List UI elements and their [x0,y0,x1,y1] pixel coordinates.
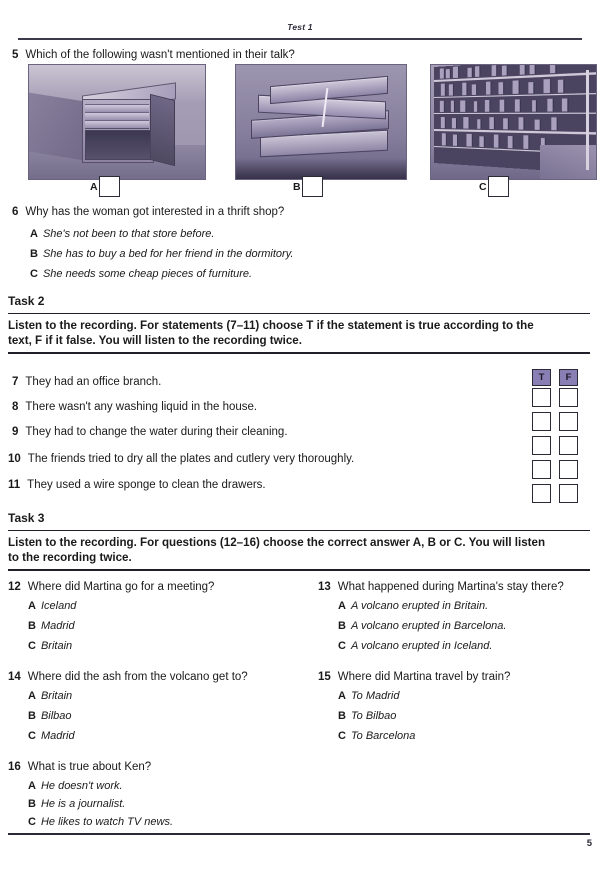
photo-book-spine [518,117,525,130]
true-false-row-10[interactable] [532,460,578,479]
photo-book-spine [473,85,478,95]
photo-chest-of-drawers [29,65,205,179]
photo-cabinet-cavity [85,130,150,161]
photo-book-spine [462,83,468,95]
question-6-option-b[interactable] [30,248,293,261]
photo-shelf [434,113,597,115]
photo-book-spine [480,137,485,147]
task-3-title: Task 3 [8,511,45,525]
question-12-prompt [8,580,214,594]
photo-book-spine [441,84,446,96]
question-5-answer-c[interactable] [479,176,509,197]
task-2-instruction-line-2: text, F if it false. You will listen to the recording twice. [8,334,302,347]
option-letter: C [28,816,36,828]
true-checkbox[interactable] [532,436,551,455]
question-5-answer-b[interactable] [293,176,323,197]
statement-number: 9 [12,426,19,438]
answer-checkbox-b[interactable] [302,176,323,197]
question-12-option-c[interactable] [28,640,72,653]
option-letter: C [338,640,346,652]
question-6-prompt [12,205,284,219]
question-15-option-a[interactable] [338,690,399,703]
option-letter: B [28,620,36,632]
option-text: Britain [40,690,73,702]
photo-book-spine [454,135,459,146]
photo-shelf [434,93,597,99]
option-letter: A [30,228,38,240]
statement-7 [12,375,161,389]
option-text: To Bilbao [350,710,397,722]
photo-book-spine [494,135,500,148]
running-head: Test 1 [287,22,313,32]
option-text: To Barcelona [350,730,416,742]
photo-book-spine [476,66,482,77]
footer-rule [8,833,590,835]
photo-book-spine [486,82,492,95]
true-false-row-7[interactable] [532,388,578,407]
question-text: Where did Martina go for a meeting? [27,581,215,593]
question-15-option-c[interactable] [338,730,415,743]
question-number: 13 [318,581,331,593]
true-false-row-9[interactable] [532,436,578,455]
photo-stack-of-books [236,65,406,179]
true-column-header: T [532,369,551,386]
photo-book-spine [520,64,526,75]
page-number: 5 [586,838,592,849]
option-letter: B [338,710,346,722]
statement-8 [12,400,257,414]
option-letter: C [28,730,36,742]
task-2-rule-top [8,313,590,314]
question-5-answer-a[interactable] [90,176,120,197]
question-number: 12 [8,581,21,593]
question-number: 16 [8,761,21,773]
photo-book-spine [548,98,555,111]
photo-book-spine [508,136,514,148]
true-false-header [532,369,578,386]
option-letter: B [30,248,38,260]
option-text: She's not been to that store before. [42,228,215,240]
question-5-image-a [28,64,206,180]
photo-book-spine [492,65,498,77]
task-3-instruction [8,535,592,565]
option-letter: A [28,780,36,792]
question-14-option-b[interactable] [28,710,72,723]
question-16-option-b[interactable] [28,798,125,811]
option-text: Britain [40,640,73,652]
photo-book-spine [502,66,508,77]
answer-checkbox-a[interactable] [99,176,120,197]
question-text: What is true about Ken? [27,761,152,773]
photo-book-spine [474,102,479,112]
photo-book-spine [467,134,473,146]
question-6-text: Why has the woman got interested in a thrift shop? [25,206,285,218]
header-rule [18,38,582,40]
true-checkbox[interactable] [532,484,551,503]
option-text: Madrid [40,730,75,742]
statement-number: 8 [12,401,19,413]
answer-checkbox-c[interactable] [488,176,509,197]
true-checkbox[interactable] [532,460,551,479]
option-letter: A [28,690,36,702]
photo-book-spine [499,83,505,95]
photo-book-spine [529,82,535,93]
question-13-prompt [318,580,564,594]
option-text: She needs some cheap pieces of furniture. [42,268,253,280]
option-text: She has to buy a bed for her friend in the dormitory. [42,248,294,260]
question-13-option-c[interactable] [338,640,492,653]
task-2-instruction [8,318,592,348]
photo-book-spine [449,85,454,96]
option-letter: A [338,600,346,612]
photo-book-spine [563,99,570,112]
task-3-instruction-line-1: Listen to the recording. For questions (12–16) choose the correct answer A, B or C. You will listen [8,536,546,549]
option-text: To Madrid [350,690,400,702]
task-3-instruction-line-2: to the recording twice. [8,551,132,564]
photo-bookshelf-wall [431,65,596,179]
option-letter: A [28,600,36,612]
question-14-prompt [8,670,248,684]
statement-number: 11 [8,479,21,491]
option-text: A volcano erupted in Barcelona. [350,620,507,632]
photo-book-spine [504,118,510,130]
photo-book-spine [442,134,447,146]
option-letter: B [28,710,36,722]
photo-book-spine [461,100,467,112]
photo-book-spine [523,136,530,149]
statement-text: They had to change the water during their cleaning. [25,426,288,438]
photo-book-spine [440,69,445,80]
option-letter: B [28,798,36,810]
photo-cabinet-side [150,94,175,166]
question-6-option-c[interactable] [30,268,252,281]
false-checkbox[interactable] [559,484,578,503]
photo-book-spine [535,120,541,131]
photo-book-spine [513,81,520,94]
option-text: He likes to watch TV news. [40,816,174,828]
question-14-option-a[interactable] [28,690,72,703]
answer-letter-a: A [90,180,98,193]
statement-number: 7 [12,376,19,388]
question-16-option-a[interactable] [28,780,123,793]
question-14-option-c[interactable] [28,730,75,743]
photo-book-spine [477,119,482,129]
false-checkbox[interactable] [559,460,578,479]
photo-book-spine [447,69,451,79]
question-13-option-b[interactable] [338,620,506,633]
task-2-title: Task 2 [8,294,45,308]
photo-shelf [434,130,597,135]
option-text: Bilbao [40,710,72,722]
photo-book-spine [440,101,445,113]
question-number: 15 [318,671,331,683]
true-checkbox[interactable] [532,388,551,407]
photo-wall-edge [586,70,589,170]
photo-book-spine [552,117,559,130]
true-false-row-11[interactable] [532,484,578,503]
question-5-image-b [235,64,407,180]
true-false-row-8[interactable] [532,412,578,431]
task-3-rule-top [8,530,590,531]
question-16-option-c[interactable] [28,816,173,829]
option-text: Iceland [40,600,77,612]
answer-letter-b: B [293,180,301,193]
photo-book-spine [468,68,473,78]
photo-book-spine [452,118,457,129]
question-15-prompt [318,670,510,684]
photo-book-spine [532,101,538,112]
false-checkbox[interactable] [559,412,578,431]
photo-drawer [85,120,148,129]
question-12-option-a[interactable] [28,600,76,613]
question-text: What happened during Martina's stay there? [337,581,564,593]
option-text: A volcano erupted in Britain. [350,600,489,612]
false-checkbox[interactable] [559,388,578,407]
option-letter: C [30,268,38,280]
photo-book-spine [544,80,551,94]
option-letter: B [338,620,346,632]
question-number: 14 [8,671,21,683]
question-15-option-b[interactable] [338,710,396,723]
true-checkbox[interactable] [532,412,551,431]
question-text: Where did Martina travel by train? [337,671,511,683]
question-5-number: 5 [12,49,19,61]
photo-book-spine [454,67,460,79]
statement-number: 10 [8,453,21,465]
question-16-prompt [8,760,151,774]
photo-book-spine [550,64,557,74]
question-text: Where did the ash from the volcano get to? [27,671,248,683]
answer-letter-c: C [479,180,487,193]
false-column-header: F [559,369,578,386]
option-letter: C [28,640,36,652]
photo-book-spine [500,100,506,112]
question-6-number: 6 [12,206,19,218]
photo-book-spine [515,99,522,112]
statement-9 [12,425,288,439]
option-text: Madrid [40,620,75,632]
photo-book-spine [464,117,470,129]
photo-book-spine [489,117,495,129]
option-letter: A [338,690,346,702]
photo-book-spine [485,100,491,112]
false-checkbox[interactable] [559,436,578,455]
question-6-option-a[interactable] [30,228,214,241]
question-5-text: Which of the following wasn't mentioned in their talk? [25,49,295,61]
task-2-rule-bottom [8,352,590,354]
option-text: A volcano erupted in Iceland. [350,640,493,652]
photo-book-spine [451,101,456,112]
question-13-option-a[interactable] [338,600,488,613]
question-12-option-b[interactable] [28,620,75,633]
statement-10 [8,452,354,466]
option-text: He doesn't work. [40,780,123,792]
statement-text: There wasn't any washing liquid in the house. [25,401,258,413]
photo-book-spine [530,64,536,75]
question-5-prompt [12,48,295,62]
statement-text: The friends tried to dry all the plates and cutlery very thoroughly. [27,453,355,465]
task-3-rule-bottom [8,569,590,571]
option-letter: C [338,730,346,742]
statement-text: They had an office branch. [25,376,162,388]
photo-book-spine [441,117,446,129]
photo-book-spine [559,80,566,93]
statement-11 [8,478,266,492]
task-2-instruction-line-1: Listen to the recording. For statements (7–11) choose T if the statement is true according to the [8,319,534,332]
question-5-image-c [430,64,597,180]
option-text: He is a journalist. [40,798,126,810]
statement-text: They used a wire sponge to clean the drawers. [27,479,266,491]
